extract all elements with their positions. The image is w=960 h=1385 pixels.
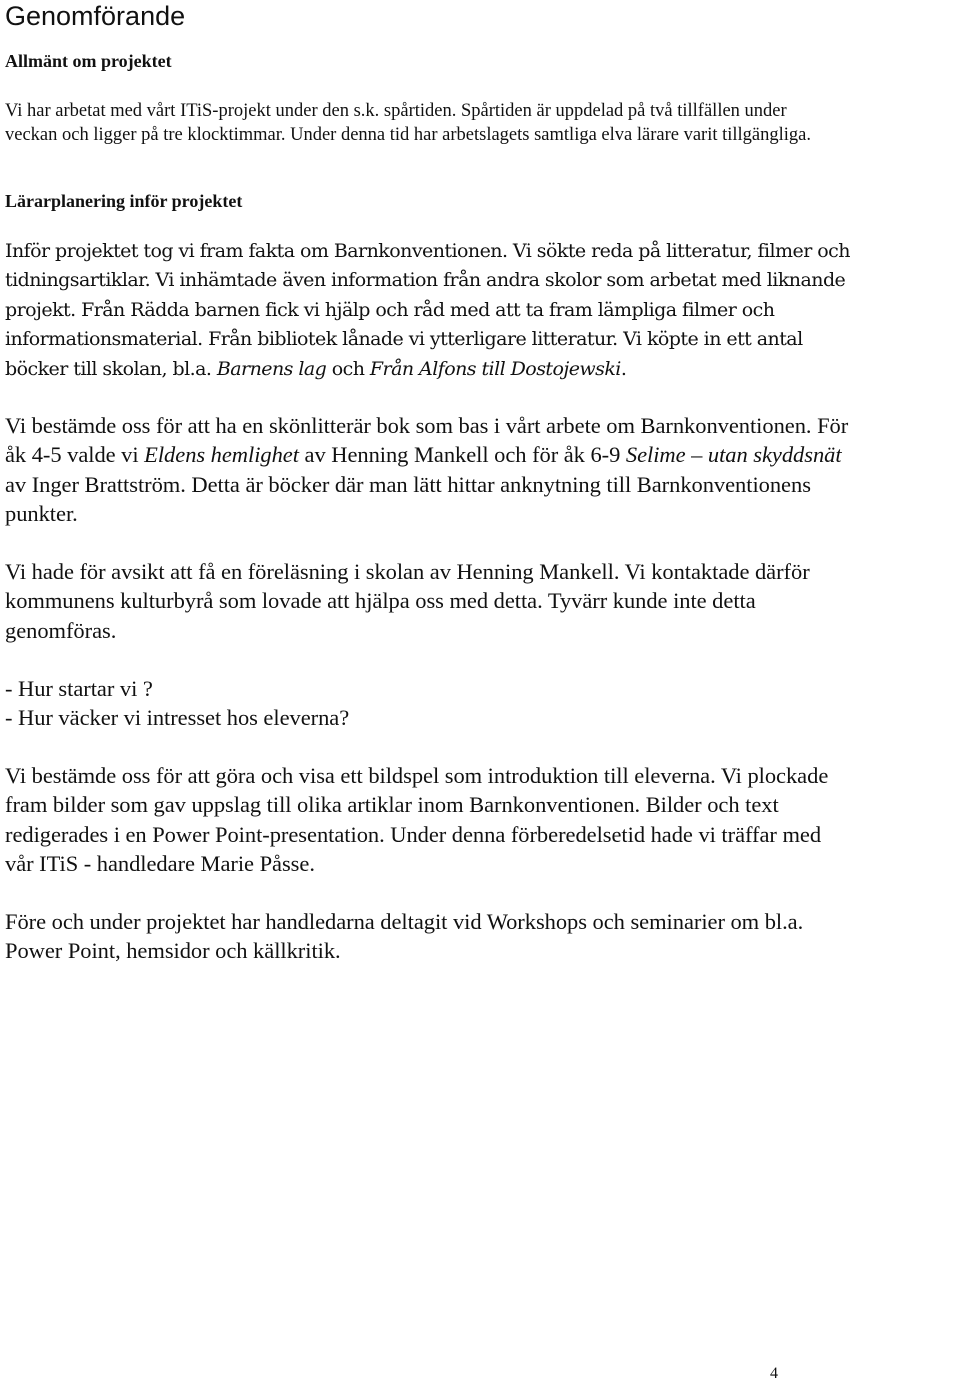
page-title: Genomförande xyxy=(5,1,186,31)
text-fragment: böcker till skolan, bl.a. xyxy=(5,357,217,380)
text-line: informationsmaterial. Från bibliotek lånade vi ytterligare litteratur. Vi köpte in ett antal xyxy=(5,328,803,351)
paragraph-workshops xyxy=(5,907,960,966)
text-line: Före och under projektet har handledarna deltagit vid Workshops och seminarier om bl.a. xyxy=(5,909,804,934)
paragraph-lecture xyxy=(5,557,960,645)
text-line: Vi bestämde oss för att göra och visa ett bildspel som introduktion till eleverna. Vi plockade xyxy=(5,763,829,788)
text-fragment: av Henning Mankell och för åk 6-9 xyxy=(298,442,626,468)
book-title: Barnens lag xyxy=(216,357,327,380)
paragraph-planning-facts xyxy=(5,237,960,384)
text-line: Inför projektet tog vi fram fakta om Barnkonventionen. Vi sökte reda på litteratur, filmer och xyxy=(5,240,850,262)
list-item: - Hur startar vi ? xyxy=(5,676,153,701)
paragraph-slideshow xyxy=(5,761,960,878)
text-fragment: och xyxy=(326,357,370,380)
text-line: Vi hade för avsikt att få en föreläsning i skolan av Henning Mankell. Vi kontaktade därför xyxy=(5,559,810,584)
text-line xyxy=(5,440,960,469)
text-line: punkter. xyxy=(5,500,78,526)
section-heading-general: Allmänt om projektet xyxy=(5,51,172,71)
page-number: 4 xyxy=(770,1365,778,1382)
book-title: Selime – utan skyddsnät xyxy=(625,442,842,468)
question-list xyxy=(5,674,960,733)
book-title: Eldens hemlighet xyxy=(144,442,299,468)
text-line: vår ITiS - handledare Marie Påsse. xyxy=(5,850,315,876)
text-fragment: . xyxy=(620,357,627,380)
list-item: - Hur väcker vi intresset hos eleverna? xyxy=(5,705,350,731)
text-line: projekt. Från Rädda barnen fick vi hjälp och råd med att ta fram lämpliga filmer och xyxy=(5,298,775,321)
text-line: redigerades i en Power Point-presentation. Under denna förberedelsetid hade vi träffar med xyxy=(5,821,822,847)
text-line: veckan och ligger på tre klocktimmar. Under denna tid har arbetslagets samtliga elva lärare varit tillgängliga. xyxy=(5,125,811,145)
text-line: tidningsartiklar. Vi inhämtade även information från andra skolor som arbetat med liknande xyxy=(5,269,846,292)
text-fragment: åk 4-5 valde vi xyxy=(5,442,145,468)
text-line: Vi har arbetat med vårt ITiS-projekt under den s.k. spårtiden. Spårtiden är uppdelad på två tillfällen under xyxy=(5,101,787,121)
text-line: kommunens kulturbyrå som lovade att hjälpa oss med detta. Tyvärr kunde inte detta xyxy=(5,588,756,614)
text-line: genomföras. xyxy=(5,617,117,643)
text-line: Vi bestämde oss för att ha en skönlitterär bok som bas i vårt arbete om Barnkonventionen. För xyxy=(5,413,849,438)
text-line: Power Point, hemsidor och källkritik. xyxy=(5,938,341,964)
section-heading-planning: Lärarplanering inför projektet xyxy=(5,191,243,211)
paragraph-general xyxy=(5,99,960,147)
text-line: fram bilder som gav uppslag till olika artiklar inom Barnkonventionen. Bilder och text xyxy=(5,792,779,818)
book-title: Från Alfons till Dostojewski xyxy=(369,357,621,380)
paragraph-fiction-book xyxy=(5,411,960,528)
text-line: av Inger Brattström. Detta är böcker där man lätt hittar anknytning till Barnkonventionens xyxy=(5,471,811,497)
text-line xyxy=(5,355,960,384)
